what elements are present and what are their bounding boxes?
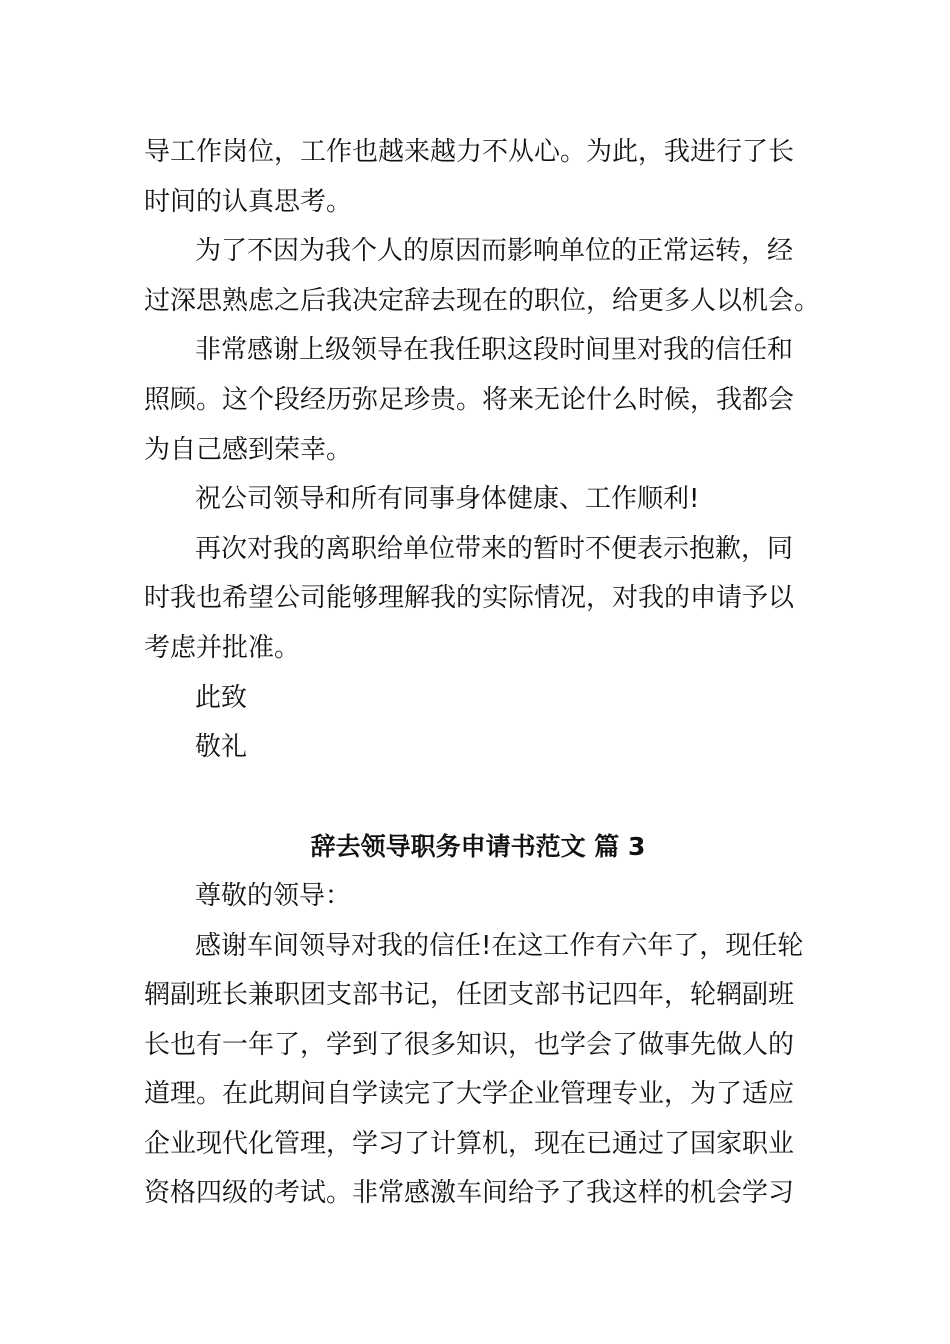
paragraph-line: 企业现代化管理，学习了计算机，现在已通过了国家职业 xyxy=(144,1128,795,1159)
paragraph-line: 再次对我的离职给单位带来的暂时不便表示抱歉，同 xyxy=(195,533,794,564)
paragraph-line: 过深思熟虑之后我决定辞去现在的职位，给更多人以机会。 xyxy=(144,285,821,316)
wishes-line: 祝公司领导和所有同事身体健康、工作顺利! xyxy=(195,484,700,515)
paragraph-line: 时我也希望公司能够理解我的实际情况，对我的申请予以 xyxy=(144,583,795,614)
paragraph-line: 时间的认真思考。 xyxy=(144,186,353,217)
paragraph-line: 资格四级的考试。非常感激车间给予了我这样的机会学习 xyxy=(144,1178,795,1209)
section-gap xyxy=(144,773,806,823)
closing-line-2: 敬礼 xyxy=(195,732,248,763)
paragraph-line: 为自己感到荣幸。 xyxy=(144,434,353,465)
section-heading: 辞去领导职务申请书范文 篇 3 xyxy=(310,832,646,862)
paragraph-line: 导工作岗位，工作也越来越力不从心。为此，我进行了长 xyxy=(144,137,795,167)
paragraph-line: 非常感谢上级领导在我任职这段时间里对我的信任和 xyxy=(195,335,794,366)
paragraph-line: 感谢车间领导对我的信任!在这工作有六年了，现任轮 xyxy=(195,930,804,961)
paragraph-line: 长也有一年了，学到了很多知识，也学会了做事先做人的 xyxy=(144,1029,795,1060)
paragraph-line: 考虑并批准。 xyxy=(144,632,301,663)
paragraph-line: 照顾。这个段经历弥足珍贵。将来无论什么时候，我都会 xyxy=(144,384,795,415)
paragraph-line: 辋副班长兼职团支部书记，任团支部书记四年，轮辋副班 xyxy=(144,980,795,1011)
salutation: 尊敬的领导： xyxy=(195,880,352,911)
document-page xyxy=(144,128,821,1219)
closing-line-1: 此致 xyxy=(195,682,248,713)
paragraph-line: 道理。在此期间自学读完了大学企业管理专业，为了适应 xyxy=(144,1079,795,1110)
paragraph-line: 为了不因为我个人的原因而影响单位的正常运转，经 xyxy=(195,236,794,267)
